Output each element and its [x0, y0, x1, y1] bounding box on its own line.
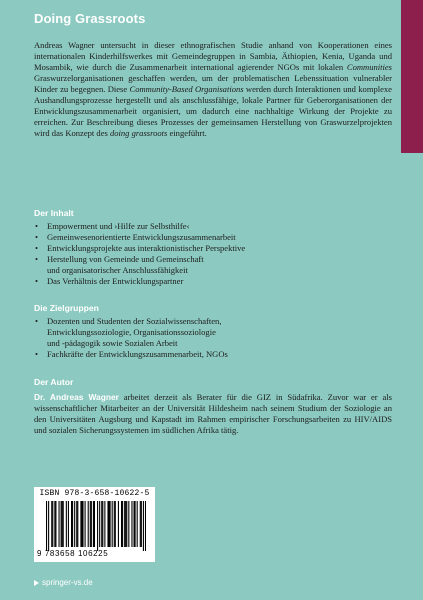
- author-name: Dr. Andreas Wagner: [34, 392, 119, 402]
- barcode-bar: [61, 501, 62, 547]
- barcode-bar: [88, 501, 89, 547]
- barcode-bar: [121, 501, 122, 547]
- barcode-bar: [82, 501, 83, 547]
- barcode-bar: [97, 501, 98, 551]
- barcode-bar: [94, 501, 95, 547]
- barcode-bar: [77, 501, 78, 547]
- zielgruppen-list: [34, 316, 394, 360]
- list-item: • Gemeinwesenorientierte Entwicklungszusammenarbeit: [35, 232, 236, 243]
- author-bio: Dr. Andreas Wagner arbeitet derzeit als Berater für die GIZ in Südafrika. Zuvor war er als wissenschaftlicher Mitarbeiter an der Universität Hildesheim nach seinem Studium der Soziologie an den Universitäten Augsburg und Kapstadt im Rahmen empirischer Forschungsarbeiten zu HIV/AIDS und sozialen Sicherungssystemen im südlichen Afrika tätig.: [34, 392, 392, 436]
- barcode-bar: [62, 501, 63, 547]
- barcode-bar: [63, 501, 64, 547]
- barcode-bar: [72, 501, 73, 547]
- barcode-bar: [122, 501, 123, 547]
- isbn-barcode: [34, 487, 155, 562]
- barcode-bar: [134, 501, 135, 547]
- barcode-bar: [68, 501, 69, 547]
- section-heading-inhalt: Der Inhalt: [34, 208, 74, 218]
- book-title: Doing Grassroots: [34, 11, 146, 26]
- barcode-bar: [124, 501, 125, 547]
- barcode-bar: [91, 501, 92, 547]
- barcode-bar: [143, 501, 144, 551]
- barcode-bar: [141, 501, 142, 547]
- barcode-bar: [101, 501, 102, 547]
- barcode-bar: [66, 501, 67, 547]
- barcode-bar: [104, 501, 105, 547]
- barcode-bar: [46, 501, 47, 551]
- barcode-bar: [107, 501, 108, 547]
- barcode-bar: [145, 501, 146, 551]
- publisher-url: springer-vs.de: [42, 578, 93, 587]
- barcode-bar: [99, 501, 100, 547]
- barcode-bar: [110, 501, 111, 547]
- barcode-bar: [109, 501, 110, 547]
- barcode-bar: [118, 501, 119, 547]
- barcode-bar: [131, 501, 132, 547]
- barcode-bar: [128, 501, 129, 547]
- barcode-bar: [137, 501, 138, 547]
- barcode-bar: [74, 501, 75, 547]
- section-heading-zielgruppen: Die Zielgruppen: [34, 303, 99, 313]
- barcode-bars: [46, 501, 146, 551]
- list-item: • Fachkräfte der Entwicklungszusammenarbeit, NGOs: [35, 349, 228, 360]
- barcode-bar: [48, 501, 49, 551]
- barcode-bar: [115, 501, 116, 547]
- barcode-bar: [52, 501, 53, 547]
- barcode-bar: [85, 501, 86, 547]
- barcode-bar: [93, 501, 94, 547]
- list-item: • Entwicklungsprojekte aus interaktionistischer Perspektive: [35, 243, 246, 254]
- barcode-bar: [125, 501, 126, 547]
- barcode-bar: [102, 501, 103, 547]
- barcode-bar: [71, 501, 72, 547]
- barcode-bar: [90, 501, 91, 547]
- barcode-bar: [126, 501, 127, 547]
- barcode-digits: 9 783658 106225: [37, 549, 109, 558]
- barcode-bar: [55, 501, 56, 547]
- barcode-bar: [114, 501, 115, 547]
- barcode-bar: [51, 501, 52, 547]
- barcode-bar: [59, 501, 60, 547]
- list-item: • Dozenten und Studenten der Sozialwissenschaften, Entwicklungssoziologie, Organisationssoziologie und -pädagogik sowie Sozialen Arbeit: [35, 316, 222, 349]
- barcode-bar: [80, 501, 81, 547]
- barcode-bar: [135, 501, 136, 547]
- barcode-bar: [112, 501, 113, 547]
- publisher-link[interactable]: [34, 578, 93, 587]
- intro-paragraph: Andreas Wagner untersucht in dieser ethnografischen Studie anhand von Kooperationen eines internationalen Kinderhilfswerkes mit Gemeindegruppen in Sambia, Äthiopien, Kenia, Uganda und Mosambik, wie durch die Zusammenarbeit international agierender NGOs mit lokalen Communities Graswurzelorganisationen geschaffen werden, um der problematischen Lebenssituation vulnerabler Kinder zu begegnen. Diese Community-Based Organisations werden durch Interaktionen und komplexe Aushandlungsprozesse hergestellt und als anschlussfähige, lokale Partner für Geberorganisationen der Entwicklungszusammenarbeit organisiert, um dadurch eine nachhaltige Wirkung der Projekte zu erreichen. Zur Beschreibung dieses Prozesses der gemeinsamen Herstellung von Graswurzelprojekten wird das Konzept des doing grassroots eingeführt.: [34, 40, 392, 139]
- barcode-bar: [81, 501, 82, 547]
- section-heading-autor: Der Autor: [34, 377, 74, 387]
- isbn-number: ISBN 978-3-658-10622-5: [39, 489, 150, 498]
- accent-bar: [401, 0, 423, 153]
- barcode-bar: [76, 501, 77, 547]
- list-item: • Empowerment und ›Hilfe zur Selbsthilfe‹: [35, 221, 190, 231]
- arrow-right-icon: [34, 580, 39, 586]
- barcode-bar: [54, 501, 55, 547]
- list-item: • Herstellung von Gemeinde und Gemeinschaft und organisatorischer Anschlussfähigkeit: [35, 254, 204, 276]
- list-item: • Das Verhältnis der Entwicklungspartner: [35, 276, 184, 287]
- inhalt-list: [34, 221, 394, 287]
- barcode-bar: [140, 501, 141, 547]
